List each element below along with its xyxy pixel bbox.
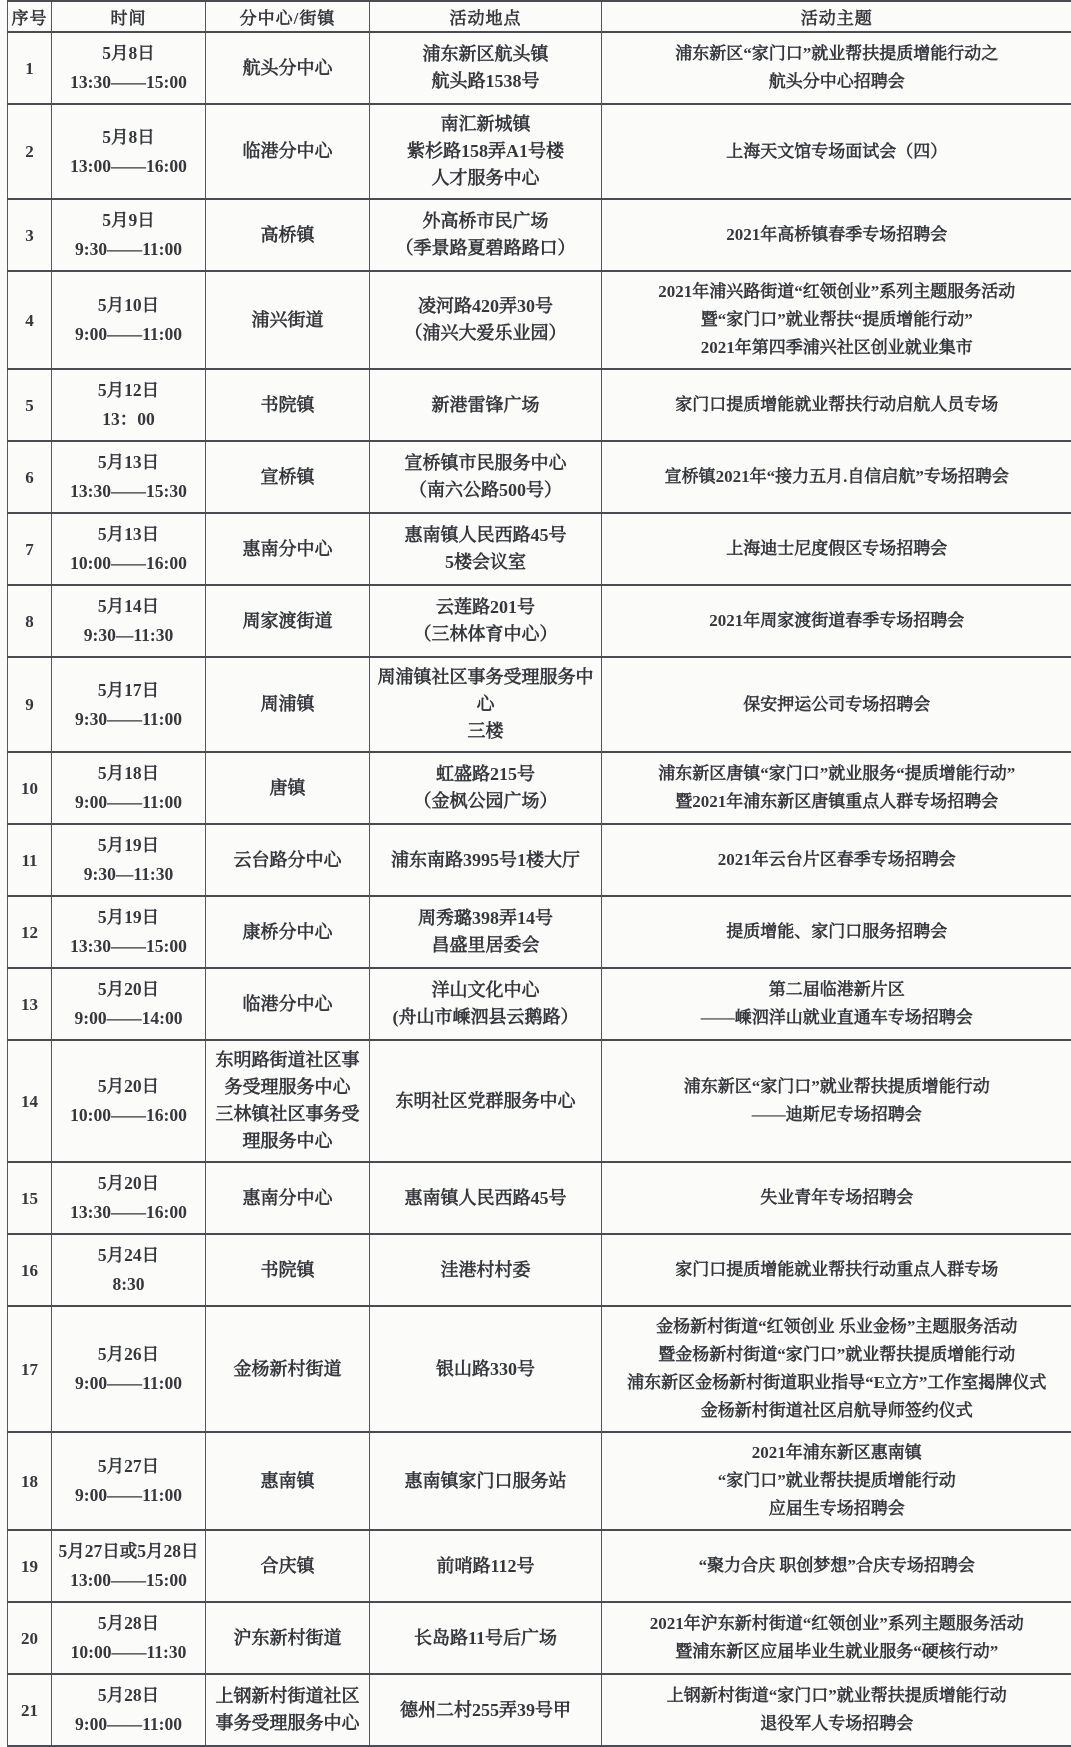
cell-time-line: 9:00——11:00	[56, 1710, 201, 1739]
cell-location	[370, 968, 602, 1040]
cell-location-line: 德州二村255弄39号甲	[374, 1697, 597, 1724]
cell-index	[8, 369, 52, 441]
cell-time	[52, 271, 206, 369]
cell-time	[52, 199, 206, 271]
cell-center-line: 三林镇社区事务受理服务中心	[210, 1101, 365, 1155]
cell-theme-line: “家门口”就业帮扶提质增能行动	[604, 1467, 1070, 1495]
cell-location	[370, 1040, 602, 1162]
cell-index	[8, 104, 52, 199]
cell-theme	[602, 1162, 1071, 1234]
table-row	[8, 1530, 1071, 1602]
cell-location-line: 新港雷锋广场	[374, 392, 597, 419]
cell-theme	[602, 513, 1071, 585]
table-row	[8, 1432, 1071, 1530]
cell-theme-line: 宣桥镇2021年“接力五月.自信启航”专场招聘会	[604, 463, 1070, 491]
cell-theme	[602, 968, 1071, 1040]
cell-location-line: 洋山文化中心	[374, 977, 597, 1004]
cell-theme-line: 2021年周家渡街道春季专场招聘会	[604, 607, 1070, 635]
cell-time-line: 5月9日	[56, 206, 201, 235]
cell-center-line: 惠南镇	[210, 1468, 365, 1495]
table-row	[8, 585, 1071, 657]
cell-location-line: 惠南镇人民西路45号	[374, 522, 597, 549]
table-row	[8, 657, 1071, 752]
cell-theme-line: 第二届临港新片区	[604, 976, 1070, 1004]
cell-theme	[602, 1530, 1071, 1602]
cell-time	[52, 1432, 206, 1530]
cell-location-line: 惠南镇家门口服务站	[374, 1468, 597, 1495]
cell-time-line: 5月28日	[56, 1681, 201, 1710]
cell-center-line: 宣桥镇	[210, 464, 365, 491]
cell-index	[8, 1162, 52, 1234]
cell-index-line: 18	[12, 1468, 47, 1495]
cell-location	[370, 1602, 602, 1674]
table-row	[8, 1040, 1071, 1162]
cell-theme-line: 2021年第四季浦兴社区创业就业集市	[604, 334, 1070, 362]
cell-center-line: 唐镇	[210, 775, 365, 802]
cell-location	[370, 369, 602, 441]
cell-time-line: 9:00——11:00	[56, 320, 201, 349]
cell-theme-line: 2021年浦兴路街道“红领创业”系列主题服务活动	[604, 278, 1070, 306]
cell-theme-line: 航头分中心招聘会	[604, 68, 1070, 96]
cell-center-line: 东明路街道社区事务受理服务中心	[210, 1047, 365, 1101]
cell-location	[370, 441, 602, 513]
table-row	[8, 1674, 1071, 1746]
cell-time	[52, 32, 206, 104]
cell-time-line: 5月24日	[56, 1241, 201, 1270]
cell-time-line: 5月18日	[56, 759, 201, 788]
table-row	[8, 968, 1071, 1040]
cell-location-line: 东明社区党群服务中心	[374, 1088, 597, 1115]
cell-theme	[602, 1234, 1071, 1306]
cell-center-line: 沪东新村街道	[210, 1625, 365, 1652]
cell-time	[52, 824, 206, 896]
cell-center	[206, 441, 370, 513]
cell-theme	[602, 1432, 1071, 1530]
cell-location-line: 宣桥镇市民服务中心	[374, 450, 597, 477]
cell-index-line: 7	[12, 536, 47, 563]
cell-center-line: 云台路分中心	[210, 847, 365, 874]
cell-center	[206, 369, 370, 441]
cell-location-line: 虹盛路215号	[374, 761, 597, 788]
cell-index	[8, 657, 52, 752]
cell-time-line: 13:00——15:00	[56, 1566, 201, 1595]
cell-location-line: 浦东南路3995号1楼大厅	[374, 847, 597, 874]
column-header-time: 时间	[52, 1, 206, 32]
cell-center	[206, 657, 370, 752]
cell-time-line: 13:30——15:00	[56, 932, 201, 961]
cell-location-line: （金枫公园广场）	[374, 788, 597, 815]
cell-location-line: 5楼会议室	[374, 549, 597, 576]
cell-index-line: 4	[12, 307, 47, 334]
cell-theme-line: 暨浦东新区应届毕业生就业服务“硬核行动”	[604, 1638, 1070, 1666]
table-row	[8, 199, 1071, 271]
cell-center	[206, 968, 370, 1040]
cell-index	[8, 513, 52, 585]
cell-time-line: 10:00——16:00	[56, 1101, 201, 1130]
table-row	[8, 271, 1071, 369]
cell-theme-line: 浦东新区“家门口”就业帮扶提质增能行动	[604, 1073, 1070, 1101]
cell-theme	[602, 199, 1071, 271]
cell-center-line: 合庆镇	[210, 1553, 365, 1580]
table-body	[8, 32, 1071, 1746]
cell-index	[8, 1234, 52, 1306]
cell-index-line: 16	[12, 1257, 47, 1284]
cell-index-line: 12	[12, 919, 47, 946]
cell-theme-line: 保安押运公司专场招聘会	[604, 691, 1070, 719]
cell-center	[206, 104, 370, 199]
cell-location	[370, 585, 602, 657]
cell-time-line: 9:30—11:30	[56, 621, 201, 650]
cell-time-line: 10:00——16:00	[56, 549, 201, 578]
cell-time-line: 5月13日	[56, 520, 201, 549]
cell-location-line: 三楼	[374, 718, 597, 745]
cell-location-line: 云莲路201号	[374, 594, 597, 621]
cell-location	[370, 1306, 602, 1432]
cell-location-line: 外高桥市民广场	[374, 208, 597, 235]
cell-index	[8, 752, 52, 824]
cell-center	[206, 513, 370, 585]
cell-time	[52, 752, 206, 824]
cell-index-line: 13	[12, 991, 47, 1018]
cell-center	[206, 1674, 370, 1746]
cell-index-line: 9	[12, 691, 47, 718]
table-row	[8, 32, 1071, 104]
cell-theme-line: 家门口提质增能就业帮扶行动启航人员专场	[604, 391, 1070, 419]
cell-time	[52, 369, 206, 441]
cell-location	[370, 1162, 602, 1234]
cell-theme	[602, 369, 1071, 441]
cell-location	[370, 1674, 602, 1746]
cell-time-line: 8:30	[56, 1270, 201, 1299]
cell-location	[370, 896, 602, 968]
cell-location-line: (舟山市嵊泗县云鹅路）	[374, 1004, 597, 1031]
cell-index	[8, 1432, 52, 1530]
cell-theme-line: 浦东新区“家门口”就业帮扶提质增能行动之	[604, 40, 1070, 68]
cell-time-line: 5月20日	[56, 1072, 201, 1101]
cell-time-line: 5月20日	[56, 1169, 201, 1198]
cell-index-line: 3	[12, 222, 47, 249]
cell-center	[206, 271, 370, 369]
cell-time	[52, 513, 206, 585]
cell-location	[370, 271, 602, 369]
cell-theme-line: 浦东新区唐镇“家门口”就业服务“提质增能行动”	[604, 760, 1070, 788]
cell-time-line: 5月10日	[56, 291, 201, 320]
cell-location	[370, 1234, 602, 1306]
cell-center-line: 周家渡街道	[210, 608, 365, 635]
cell-index-line: 5	[12, 392, 47, 419]
table-row	[8, 1306, 1071, 1432]
column-header-index: 序号	[8, 1, 52, 32]
cell-theme-line: 提质增能、家门口服务招聘会	[604, 918, 1070, 946]
cell-theme-line: 暨“家门口”就业帮扶“提质增能行动”	[604, 306, 1070, 334]
column-header-location: 活动地点	[370, 1, 602, 32]
cell-location-line: （南六公路500号）	[374, 477, 597, 504]
cell-theme	[602, 1602, 1071, 1674]
cell-time-line: 9:00——11:00	[56, 788, 201, 817]
cell-time-line: 5月26日	[56, 1340, 201, 1369]
cell-location-line: 长岛路11号后广场	[374, 1625, 597, 1652]
event-schedule-table	[7, 0, 1071, 1747]
cell-time	[52, 968, 206, 1040]
cell-center-line: 临港分中心	[210, 991, 365, 1018]
cell-center-line: 航头分中心	[210, 55, 365, 82]
cell-center	[206, 199, 370, 271]
cell-time-line: 5月27日或5月28日	[56, 1537, 201, 1566]
cell-time	[52, 441, 206, 513]
cell-index	[8, 32, 52, 104]
cell-time	[52, 1602, 206, 1674]
cell-time-line: 5月14日	[56, 592, 201, 621]
cell-theme-line: ——迪斯尼专场招聘会	[604, 1101, 1070, 1129]
cell-time	[52, 1040, 206, 1162]
cell-index-line: 11	[12, 847, 47, 874]
cell-index	[8, 271, 52, 369]
table-header	[8, 1, 1071, 32]
cell-location	[370, 199, 602, 271]
cell-location-line: （浦兴大爱乐业园）	[374, 320, 597, 347]
cell-index-line: 20	[12, 1625, 47, 1652]
cell-location-line: 周浦镇社区事务受理服务中心	[374, 664, 597, 718]
cell-theme-line: 家门口提质增能就业帮扶行动重点人群专场	[604, 1256, 1070, 1284]
cell-location-line: 昌盛里居委会	[374, 932, 597, 959]
cell-center-line: 书院镇	[210, 1257, 365, 1284]
cell-location-line: （三林体育中心）	[374, 621, 597, 648]
cell-theme-line: 暨金杨新村街道“家门口”就业帮扶提质增能行动	[604, 1341, 1070, 1369]
cell-center-line: 惠南分中心	[210, 1185, 365, 1212]
cell-theme-line: 上海迪士尼度假区专场招聘会	[604, 535, 1070, 563]
header-row	[8, 1, 1071, 32]
table-row	[8, 824, 1071, 896]
cell-index-line: 6	[12, 464, 47, 491]
cell-location-line: 航头路1538号	[374, 68, 597, 95]
cell-time	[52, 585, 206, 657]
cell-index-line: 1	[12, 55, 47, 82]
cell-time-line: 13:00——16:00	[56, 152, 201, 181]
cell-center-line: 书院镇	[210, 392, 365, 419]
cell-center	[206, 1432, 370, 1530]
cell-center	[206, 585, 370, 657]
cell-time-line: 13:30——15:30	[56, 477, 201, 506]
cell-index-line: 8	[12, 608, 47, 635]
cell-center-line: 惠南分中心	[210, 536, 365, 563]
cell-time-line: 5月17日	[56, 676, 201, 705]
cell-theme-line: 暨2021年浦东新区唐镇重点人群专场招聘会	[604, 788, 1070, 816]
cell-location-line: 银山路330号	[374, 1356, 597, 1383]
cell-time	[52, 657, 206, 752]
cell-theme-line: 金杨新村街道社区启航导师签约仪式	[604, 1397, 1070, 1425]
cell-index-line: 17	[12, 1356, 47, 1383]
cell-theme-line: 2021年云台片区春季专场招聘会	[604, 846, 1070, 874]
cell-index	[8, 585, 52, 657]
table-row	[8, 1602, 1071, 1674]
cell-theme-line: 应届生专场招聘会	[604, 1495, 1070, 1523]
column-header-center: 分中心/街镇	[206, 1, 370, 32]
cell-index	[8, 896, 52, 968]
cell-time-line: 5月28日	[56, 1609, 201, 1638]
cell-time-line: 5月20日	[56, 975, 201, 1004]
table-row	[8, 441, 1071, 513]
cell-time	[52, 1530, 206, 1602]
cell-time-line: 9:00——14:00	[56, 1004, 201, 1033]
cell-center-line: 康桥分中心	[210, 919, 365, 946]
cell-center	[206, 1040, 370, 1162]
cell-location	[370, 657, 602, 752]
cell-center	[206, 1602, 370, 1674]
cell-location-line: 惠南镇人民西路45号	[374, 1185, 597, 1212]
cell-location-line: 人才服务中心	[374, 165, 597, 192]
cell-time	[52, 896, 206, 968]
cell-index	[8, 199, 52, 271]
cell-time-line: 5月8日	[56, 39, 201, 68]
column-header-theme: 活动主题	[602, 1, 1071, 32]
cell-time-line: 5月19日	[56, 831, 201, 860]
cell-time-line: 9:00——11:00	[56, 1481, 201, 1510]
cell-center-line: 高桥镇	[210, 222, 365, 249]
cell-location	[370, 104, 602, 199]
cell-index	[8, 968, 52, 1040]
cell-theme	[602, 896, 1071, 968]
cell-location-line: 浦东新区航头镇	[374, 41, 597, 68]
cell-index	[8, 1306, 52, 1432]
cell-center	[206, 32, 370, 104]
cell-center-line: 浦兴街道	[210, 307, 365, 334]
cell-location	[370, 32, 602, 104]
cell-index-line: 15	[12, 1185, 47, 1212]
table-row	[8, 369, 1071, 441]
cell-theme	[602, 441, 1071, 513]
cell-center-line: 临港分中心	[210, 138, 365, 165]
cell-time-line: 9:30—11:30	[56, 860, 201, 889]
cell-index-line: 21	[12, 1697, 47, 1724]
cell-theme	[602, 104, 1071, 199]
cell-theme-line: “聚力合庆 职创梦想”合庆专场招聘会	[604, 1552, 1070, 1580]
cell-center	[206, 824, 370, 896]
cell-center	[206, 1530, 370, 1602]
cell-index-line: 14	[12, 1088, 47, 1115]
cell-time-line: 10:00——11:30	[56, 1638, 201, 1667]
cell-theme-line: ——嵊泗洋山就业直通车专场招聘会	[604, 1004, 1070, 1032]
cell-theme	[602, 752, 1071, 824]
table-row	[8, 104, 1071, 199]
cell-index	[8, 1674, 52, 1746]
cell-location-line: 前哨路112号	[374, 1553, 597, 1580]
cell-center-line: 金杨新村街道	[210, 1356, 365, 1383]
cell-time-line: 13:30——15:00	[56, 68, 201, 97]
cell-theme-line: 浦东新区金杨新村街道职业指导“E立方”工作室揭牌仪式	[604, 1369, 1070, 1397]
cell-theme-line: 退役军人专场招聘会	[604, 1710, 1070, 1738]
cell-location-line: （季景路夏碧路路口）	[374, 235, 597, 262]
table-row	[8, 513, 1071, 585]
cell-index	[8, 441, 52, 513]
cell-index-line: 19	[12, 1553, 47, 1580]
cell-theme	[602, 1306, 1071, 1432]
cell-location-line: 南汇新城镇	[374, 111, 597, 138]
cell-location-line: 周秀璐398弄14号	[374, 905, 597, 932]
cell-theme	[602, 824, 1071, 896]
table-row	[8, 752, 1071, 824]
cell-time-line: 5月12日	[56, 376, 201, 405]
cell-location	[370, 513, 602, 585]
cell-theme-line: 上海天文馆专场面试会（四）	[604, 138, 1070, 166]
cell-theme	[602, 657, 1071, 752]
cell-theme-line: 失业青年专场招聘会	[604, 1184, 1070, 1212]
cell-theme-line: 2021年浦东新区惠南镇	[604, 1439, 1070, 1467]
table-row	[8, 1162, 1071, 1234]
cell-time-line: 13：00	[56, 405, 201, 434]
cell-center-line: 上钢新村街道社区事务受理服务中心	[210, 1683, 365, 1737]
cell-index	[8, 1040, 52, 1162]
table-row	[8, 1234, 1071, 1306]
cell-center	[206, 752, 370, 824]
cell-center	[206, 1162, 370, 1234]
cell-time	[52, 1674, 206, 1746]
cell-time-line: 9:30——11:00	[56, 705, 201, 734]
cell-time-line: 5月8日	[56, 123, 201, 152]
cell-time	[52, 104, 206, 199]
cell-theme	[602, 32, 1071, 104]
cell-time	[52, 1234, 206, 1306]
cell-theme	[602, 585, 1071, 657]
cell-location	[370, 1530, 602, 1602]
cell-location	[370, 752, 602, 824]
cell-center	[206, 1234, 370, 1306]
cell-location-line: 紫杉路158弄A1号楼	[374, 138, 597, 165]
cell-theme	[602, 1040, 1071, 1162]
cell-location-line: 凌河路420弄30号	[374, 293, 597, 320]
cell-location	[370, 824, 602, 896]
cell-location	[370, 1432, 602, 1530]
cell-theme-line: 金杨新村街道“红领创业 乐业金杨”主题服务活动	[604, 1313, 1070, 1341]
cell-time-line: 5月27日	[56, 1452, 201, 1481]
cell-location-line: 洼港村村委	[374, 1257, 597, 1284]
cell-index	[8, 824, 52, 896]
cell-center	[206, 1306, 370, 1432]
cell-index-line: 10	[12, 775, 47, 802]
cell-theme	[602, 271, 1071, 369]
cell-time-line: 5月13日	[56, 448, 201, 477]
table-row	[8, 896, 1071, 968]
cell-center	[206, 896, 370, 968]
cell-index-line: 2	[12, 138, 47, 165]
cell-time-line: 5月19日	[56, 903, 201, 932]
cell-center-line: 周浦镇	[210, 691, 365, 718]
cell-time-line: 13:30——16:00	[56, 1198, 201, 1227]
cell-time-line: 9:00——11:00	[56, 1369, 201, 1398]
cell-time	[52, 1306, 206, 1432]
cell-theme-line: 上钢新村街道“家门口”就业帮扶提质增能行动	[604, 1682, 1070, 1710]
cell-time	[52, 1162, 206, 1234]
cell-index	[8, 1530, 52, 1602]
cell-time-line: 9:30——11:00	[56, 235, 201, 264]
cell-theme-line: 2021年高桥镇春季专场招聘会	[604, 221, 1070, 249]
cell-theme-line: 2021年沪东新村街道“红领创业”系列主题服务活动	[604, 1610, 1070, 1638]
cell-theme	[602, 1674, 1071, 1746]
cell-index	[8, 1602, 52, 1674]
